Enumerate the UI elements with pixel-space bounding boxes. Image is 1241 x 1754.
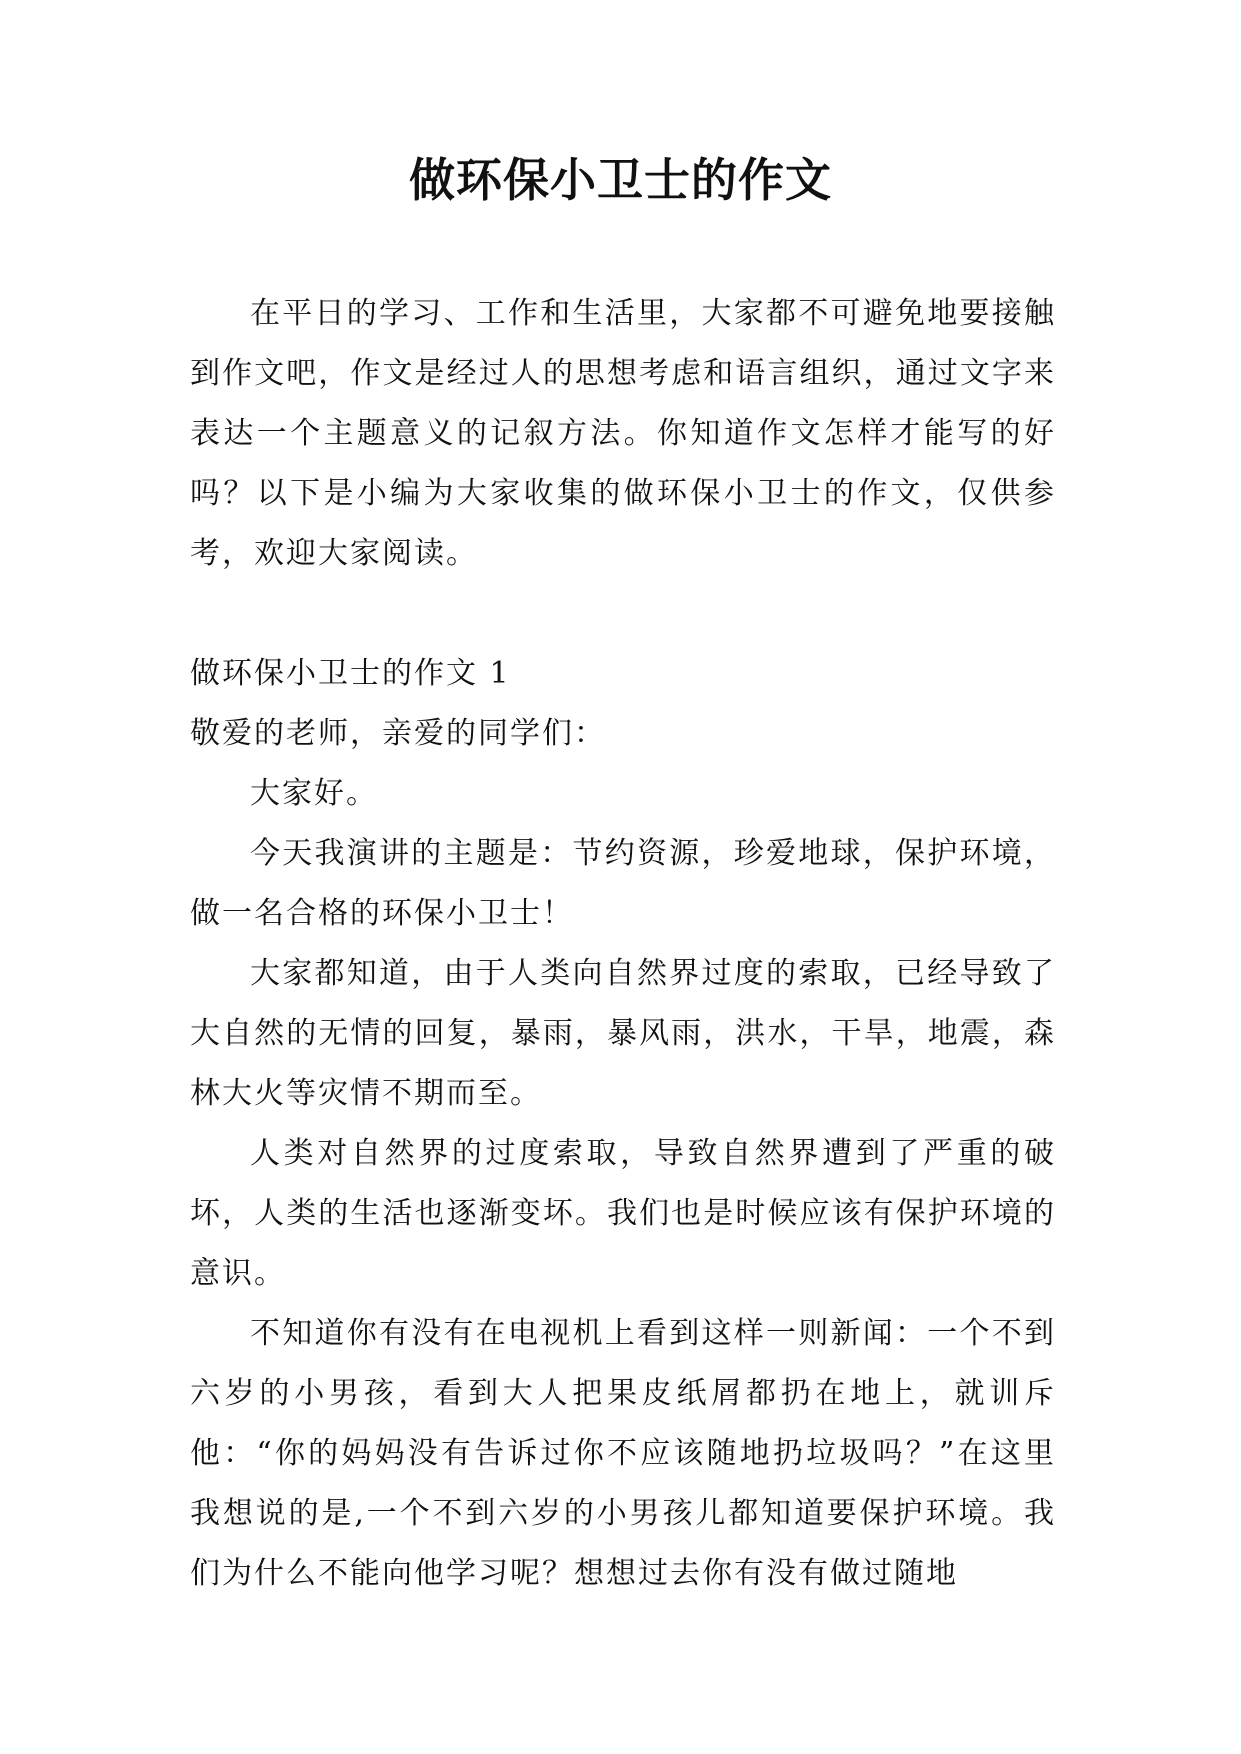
body-paragraph: 大家都知道，由于人类向自然界过度的索取，已经导致了大自然的无情的回复，暴雨，暴风雨，洪水，干旱，地震，森林大火等灾情不期而至。 — [190, 956, 1056, 1111]
document-body — [190, 284, 1056, 1604]
section-heading: 做环保小卫士的作文 1 — [190, 656, 511, 691]
body-paragraph: 不知道你有没有在电视机上看到这样一则新闻：一个不到六岁的小男孩，看到大人把果皮纸屑都扔在地上，就训斥他：“你的妈妈没有告诉过你不应该随地扔垃圾吗？”在这里我想说的是,一个不到六岁的小男孩儿都知道要保护环境。我们为什么不能向他学习呢？想想过去你有没有做过随地 — [190, 1316, 1056, 1591]
body-paragraph: 大家好。 — [250, 776, 378, 811]
intro-paragraph: 在平日的学习、工作和生活里，大家都不可避免地要接触到作文吧，作文是经过人的思想考虑和语言组织，通过文字来表达一个主题意义的记叙方法。你知道作文怎样才能写的好吗？以下是小编为大家收集的做环保小卫士的作文，仅供参考，欢迎大家阅读。 — [190, 296, 1056, 571]
document-title: 做环保小卫士的作文 — [409, 153, 832, 207]
paragraph-gap — [190, 584, 1056, 644]
body-paragraph: 人类对自然界的过度索取，导致自然界遭到了严重的破坏，人类的生活也逐渐变坏。我们也是时候应该有保护环境的意识。 — [190, 1136, 1056, 1291]
body-paragraph: 今天我演讲的主题是：节约资源，珍爱地球，保护环境，做一名合格的环保小卫士！ — [190, 836, 1056, 931]
salutation: 敬爱的老师，亲爱的同学们： — [190, 716, 606, 751]
